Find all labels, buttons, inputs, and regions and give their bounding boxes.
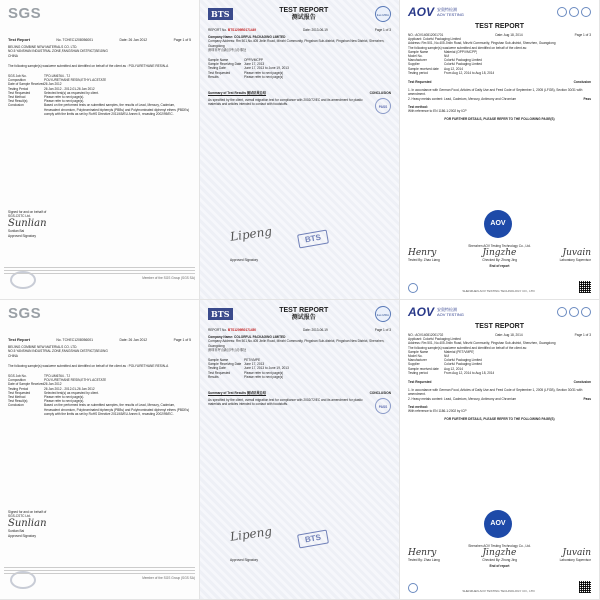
signed-company: SGS-CSTC Ltd. xyxy=(8,214,31,219)
footer-note: Member of the SGS Group (SGS SA) xyxy=(142,576,195,580)
end-of-report: End of report xyxy=(489,264,510,269)
accreditation-badges xyxy=(557,307,591,317)
field-row: Testing period From Aug 12, 2014 to Aug 18, 2014 xyxy=(408,370,495,375)
badge-icon xyxy=(557,307,567,317)
badge-icon xyxy=(569,307,579,317)
signature: Juvain xyxy=(562,248,591,259)
intro-text: The following sample(s) was/were submitted and identified on behalf of the client as : POLYURETHANE RESIN-A xyxy=(8,363,169,368)
field-row: Test Requested Please refer to next page(s) xyxy=(208,70,284,75)
field-row: Sample Receiving Date June 17, 2013 xyxy=(208,62,265,67)
requirement-row: 2. Heavy metals content: Lead, Cadmium, Mercury, Antimony and Chromium Pass xyxy=(408,396,591,401)
field-row: Sample Name Material (OPP/VMCPP) xyxy=(408,49,478,54)
field-row: Testing Date June 17, 2013 to June 19, 2013 xyxy=(208,366,289,371)
company-address-cn: 深圳市坪山新区坪山办事处 xyxy=(208,347,247,352)
field-row: Test Result(s) Please refer to next page(s). xyxy=(8,399,85,404)
report-number: No. TCHEC1208056001 xyxy=(56,338,94,342)
aov-logo: AOV xyxy=(408,305,435,319)
footer-logo-icon xyxy=(408,283,418,293)
signer-role: Approved Signatory xyxy=(230,558,258,562)
field-row: Date of Sample Received 26 Jan 2012 xyxy=(8,82,62,87)
field-row: Testing period From Aug 12, 2014 to Aug 18, 2014 xyxy=(408,70,495,75)
field-row: SGS Job No. TPO-UM6764 - TJ xyxy=(8,74,70,79)
ilac-badge-icon: ilac-MRA xyxy=(375,6,391,22)
bts-seal-icon: BTS xyxy=(297,530,329,549)
field-row: Test Requested Please refer to next page(s) xyxy=(208,370,284,375)
bts-report-bottom xyxy=(200,300,400,600)
footer-text: SHENZHEN AOV TESTING TECHNOLOGY CO., LTD xyxy=(462,588,535,593)
signature: Henry xyxy=(408,248,437,259)
summary-text: As specified by the client, overall migration test for compliance with 2002/72/EC and its amendment for plastic materials and articles intended to contact with foodstuffs. xyxy=(208,98,363,107)
requirement-row: 2. Heavy metals content: Lead, Cadmium, Mercury, Antimony and Chromium Pass xyxy=(408,96,591,101)
report-title: TEST REPORT 测试报告 xyxy=(279,6,329,21)
intro-text: The following sample(s) was/were submitted and identified on behalf of the client as : POLYURETHANE RESIN-A xyxy=(8,63,169,68)
field-row: Sample received date Aug 12, 2014 xyxy=(408,366,463,371)
bts-seal-icon: BTS xyxy=(297,230,329,249)
page-number: Page 1 of 5 xyxy=(173,38,191,42)
signature: Lipeng xyxy=(229,224,273,244)
applicant: Applicant: Colorful Packaging Limited xyxy=(408,37,461,42)
field-row: Supplier Colorful Packaging Limited xyxy=(408,62,482,67)
signature: Sunlian xyxy=(8,518,47,530)
signature-block xyxy=(8,510,47,538)
field-row: Sample Name PET/VMPE xyxy=(208,358,261,363)
field-row: Manufacturer Colorful Packaging Limited xyxy=(408,358,482,363)
report-meta: NO.: AOV140812001701 Date: Aug 18, 2014 Page 1 of 3 xyxy=(408,33,591,37)
company-address: Company Address: Rm 501,No.405 Jinlin Road, Minzhi Community, Pingshan Sub-district, Pingshan New District, Shenzhen, Guangdong xyxy=(208,339,385,348)
report-title: TEST REPORT xyxy=(474,23,524,30)
field-row: SGS Job No. TPO-UM6764 - TJ xyxy=(8,374,70,379)
signer-role: Approved Signatory xyxy=(8,533,36,538)
signer-role: Approved Signatory xyxy=(8,233,36,238)
signature-block xyxy=(8,210,47,238)
footer-logo-icon xyxy=(408,583,418,593)
test-method-label: Test method: xyxy=(408,104,428,109)
summary-section: Summary of Test Results 测试结果总结 CONCLUSION As specified by the client, overall migration test for compliance with 2002/72/EC and its amendment for plastic materials and articles intended to contact with foodstuffs. PASS xyxy=(208,91,391,114)
field-row: Testing Period 26 Jan 2012 - 2012-01-26 Jan 2012 xyxy=(8,86,95,91)
company-address-cn: 深圳市坪山新区坪山办事处 xyxy=(208,47,247,52)
field-row: Sample Name OPP/VMCPP xyxy=(208,58,263,63)
field-row: Sample received date Aug 12, 2014 xyxy=(408,66,463,71)
field-row: Composition POLYURETHANE RESIN,ETHYL ACETATE xyxy=(8,378,107,383)
aov-seal-icon: AOV xyxy=(484,210,512,238)
page-number: Page 1 of 5 xyxy=(173,338,191,342)
badge-icon xyxy=(581,7,591,17)
signature: Juvain xyxy=(562,548,591,559)
report-meta: REPORT No. BTS1209B0171450 Date: 2013-06-19 Page 1 of 3 xyxy=(208,328,391,332)
signed-for: Signed for and on behalf of xyxy=(8,510,47,514)
field-row: Test Method Please refer to next page(s). xyxy=(8,395,85,400)
field-row: Results Please refer to next page(s) xyxy=(208,374,284,379)
test-method: With reference to EN 1186-1:2002 by ICP xyxy=(408,409,467,414)
test-method-label: Test method: xyxy=(408,404,428,409)
footer xyxy=(408,581,591,593)
company-name: Company Name: COLORFUL PACKAGING LIMITED xyxy=(208,35,286,40)
sgs-logo: SGS xyxy=(8,305,42,322)
bts-header xyxy=(208,306,391,322)
company-line: CHINA xyxy=(8,53,18,58)
sgs-logo: SGS xyxy=(8,5,42,22)
field-row: Test Requested Selected test(s) as requested by client. xyxy=(8,90,99,95)
signer-name: Sunlian Bai xyxy=(8,229,25,234)
footer xyxy=(408,281,591,293)
requirement: 1. In accordance with German Food, Articles of Daily Use and Feed Code of September 1, 2005 (LFGB), Section 30/31 with amendment. xyxy=(408,88,583,97)
qr-code-icon xyxy=(579,281,591,293)
field-row: Model No. N/A xyxy=(408,54,450,59)
company-name: Company Name: COLORFUL PACKAGING LIMITED xyxy=(208,335,286,340)
company-address: Company Address: Rm 501,No.405 Jinlin Road, Minzhi Community, Pingshan Sub-district, Pingshan New District, Shenzhen, Guangdong xyxy=(208,39,385,48)
aov-seal-icon: AOV xyxy=(484,510,512,538)
field-row: Conclusion Based on the performed tests on submitted samples, the results of Lead, Mercury, Cadmium, Hexavalent chromium, Polybrominated biphenyls (PBBs) and Polybrominated diphenyl ethers (PBDEs) comply with the limits as set by RoHS Directive 2011/65/EU Annex II, recasting 2002/95/EC. xyxy=(8,403,190,416)
field-row: Testing Date June 17, 2013 to June 19, 2013 xyxy=(208,66,289,71)
field-row: Test Method Please refer to next page(s). xyxy=(8,95,85,100)
report-title: Test Report xyxy=(8,337,30,342)
aov-header xyxy=(408,306,591,318)
address: Address: Rm 501, No.405 Jinlin Road, Minzhi Community, Pingshan Sub-district, Shenzhen, Guangdong xyxy=(408,41,556,46)
pass-stamp-icon: PASS xyxy=(375,98,391,114)
field-row: Sample Name Material (PET/VMPE) xyxy=(408,349,475,354)
signature: Sunlian xyxy=(8,218,47,230)
field-row: Model No. N/A xyxy=(408,354,450,359)
further-details: FOR FURTHER DETAILS, PLEASE REFER TO THE FOLLOWING PAGE(S) xyxy=(444,117,555,122)
footer-note: Member of the SGS Group (SGS SA) xyxy=(142,276,195,280)
field-row: Date of Sample Received 26 Jan 2012 xyxy=(8,382,62,387)
signature: Jingzhe xyxy=(482,548,517,559)
aov-report-top xyxy=(400,0,600,300)
bts-logo: BTS xyxy=(208,308,233,320)
field-row: Test Requested Selected test(s) as requested by client. xyxy=(8,390,99,395)
sgs-report-bottom xyxy=(0,300,200,600)
signature-area: Shenzhen AOV Testing Technology Co., Ltd. Henry Jingzhe Juvain Tested By: Zhao Liang Checked By: Zhong Jing Laboratory Supervisor End of report xyxy=(408,244,591,269)
field-row: Results Please refer to next page(s) xyxy=(208,74,284,79)
field-row: Testing Period 26 Jan 2012 - 2012-01-26 Jan 2012 xyxy=(8,386,95,391)
applicant: Applicant: Colorful Packaging Limited xyxy=(408,337,461,342)
field-row: Conclusion Based on the performed tests on submitted samples, the results of Lead, Mercury, Cadmium, Hexavalent chromium, Polybrominated biphenyls (PBBs) and Polybrominated diphenyl ethers (PBDEs) comply with the limits as set by RoHS Directive 2011/65/EU Annex II, recasting 2002/95/EC. xyxy=(8,103,190,116)
field-row: Test Result(s) Please refer to next page(s). xyxy=(8,99,85,104)
bts-logo: BTS xyxy=(208,8,233,20)
test-method: With reference to EN 1186-1:2002 by ICP xyxy=(408,109,467,114)
field-row: Manufacturer Colorful Packaging Limited xyxy=(408,58,482,63)
signature: Henry xyxy=(408,548,437,559)
signature: Jingzhe xyxy=(482,248,517,259)
company-line: NO.5 YANSHAN INDUSTRIAL ZONE,FANGSHAN DISTRICT,BEIJING xyxy=(8,349,108,354)
company-line: NO.5 YANSHAN INDUSTRIAL ZONE,FANGSHAN DISTRICT,BEIJING xyxy=(8,49,108,54)
company-line: CHINA xyxy=(8,353,18,358)
badge-icon xyxy=(581,307,591,317)
pass-stamp-icon: PASS xyxy=(375,398,391,414)
report-meta: REPORT No. BTS1209B0171449 Date: 2013-06-19 Page 1 of 3 xyxy=(208,28,391,32)
report-meta: NO.: AOV140812001702 Date: Aug 18, 2014 Page 1 of 3 xyxy=(408,333,591,337)
intro-text: The following sample(s) was/were submitted and identified on behalf of the client as: xyxy=(408,45,527,50)
field-row: Sample Receiving Date June 17, 2013 xyxy=(208,362,265,367)
aov-logo-text: 安奥特检测 AOV TESTING xyxy=(437,7,464,17)
aov-logo: AOV xyxy=(408,5,435,19)
signed-company: SGS-CSTC Ltd. xyxy=(8,514,31,519)
end-of-report: End of report xyxy=(489,564,510,569)
field-row: Supplier Colorful Packaging Limited xyxy=(408,362,482,367)
sgs-report-top xyxy=(0,0,200,300)
results-header: Test Requested Conclusion xyxy=(408,380,591,385)
requirement: 1. In accordance with German Food, Articles of Daily Use and Feed Code of September 1, 2005 (LFGB), Section 30/31 with amendment. xyxy=(408,388,583,397)
ilac-badge-icon: ilac-MRA xyxy=(375,306,391,322)
bts-report-top xyxy=(200,0,400,300)
summary-section: Summary of Test Results 测试结果总结 CONCLUSION As specified by the client, overall migration test for compliance with 2002/72/EC and its amendment for plastic materials and articles intended to contact with foodstuffs. PASS xyxy=(208,391,391,414)
intro-text: The following sample(s) was/were submitted and identified on behalf of the client as: xyxy=(408,345,527,350)
company-line: BEIJING COMBINE NEW MATERIALS CO. LTD. xyxy=(8,45,78,50)
aov-header xyxy=(408,6,591,18)
report-title: Test Report xyxy=(8,37,30,42)
further-details: FOR FURTHER DETAILS, PLEASE REFER TO THE FOLLOWING PAGE(S) xyxy=(444,417,555,422)
field-row: Composition POLYURETHANE RESIN,ETHYL ACETATE xyxy=(8,78,107,83)
signer-role: Approved Signatory xyxy=(230,258,258,262)
signature-area: Shenzhen AOV Testing Technology Co., Ltd. Henry Jingzhe Juvain Tested By: Zhao Liang Checked By: Zhong Jing Laboratory Supervisor End of report xyxy=(408,544,591,569)
report-title: TEST REPORT xyxy=(474,323,524,330)
report-title: TEST REPORT 测试报告 xyxy=(279,306,329,321)
summary-text: As specified by the client, overall migration test for compliance with 2002/72/EC and its amendment for plastic materials and articles intended to contact with foodstuffs. xyxy=(208,398,363,407)
accreditation-badges xyxy=(557,7,591,17)
company-line: BEIJING COMBINE NEW MATERIALS CO. LTD. xyxy=(8,345,78,350)
signature: Lipeng xyxy=(229,524,273,544)
address: Address: Rm 501, No.405 Jinlin Road, Minzhi Community, Pingshan Sub-district, Shenzhen, Guangdong xyxy=(408,341,556,346)
badge-icon xyxy=(557,7,567,17)
report-number: No. TCHEC1208056001 xyxy=(56,38,94,42)
badge-icon xyxy=(569,7,579,17)
bts-header xyxy=(208,6,391,22)
qr-code-icon xyxy=(579,581,591,593)
report-date: Date: 26 Jan 2012 xyxy=(119,38,148,42)
report-date: Date: 26 Jan 2012 xyxy=(119,338,148,342)
aov-report-bottom xyxy=(400,300,600,600)
footer-text: SHENZHEN AOV TESTING TECHNOLOGY CO., LTD xyxy=(462,288,535,293)
results-header: Test Requested Conclusion xyxy=(408,80,591,85)
footer-band xyxy=(4,267,195,291)
footer-band xyxy=(4,567,195,591)
signed-for: Signed for and on behalf of xyxy=(8,210,47,214)
signer-name: Sunlian Bai xyxy=(8,529,25,534)
aov-logo-text: 安奥特检测 AOV TESTING xyxy=(437,307,464,317)
